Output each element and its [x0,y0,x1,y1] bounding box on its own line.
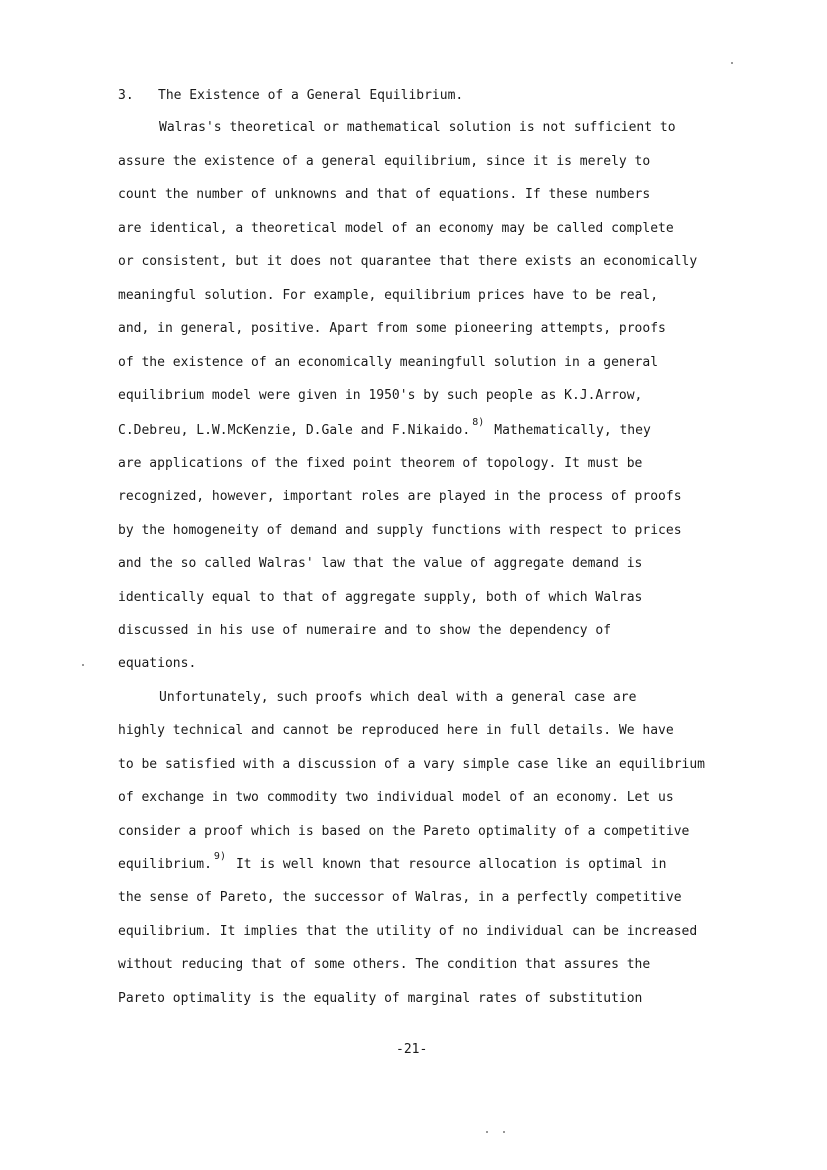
section-number: 3. [118,88,134,103]
footnote-marker: 9) [213,851,226,862]
body-line-with-footnote [118,417,651,438]
body-line-part: It is well known that resource allocation is optimal in [235,857,667,872]
body-line: by the homogeneity of demand and supply functions with respect to prices [118,523,682,538]
body-line: consider a proof which is based on the Pareto optimality of a competitive [118,824,690,839]
body-line: equilibrium model were given in 1950's by such people as K.J.Arrow, [118,388,643,403]
scan-speck [82,664,84,666]
body-line: discussed in his use of numeraire and to show the dependency of [118,623,612,638]
scan-speck [731,62,733,64]
footnote-marker: 8) [472,417,485,428]
body-line: Pareto optimality is the equality of marginal rates of substitution [118,991,643,1006]
scan-speck [486,1131,488,1133]
body-line-part: Mathematically, they [494,423,651,438]
body-line: equilibrium. It implies that the utility of no individual can be increased [118,924,698,939]
body-line: are identical, a theoretical model of an economy may be called complete [118,221,674,236]
body-line: assure the existence of a general equilibrium, since it is merely to [118,154,651,169]
body-line: Unfortunately, such proofs which deal with a general case are [159,690,637,705]
body-line: identically equal to that of aggregate supply, both of which Walras [118,590,643,605]
body-line: highly technical and cannot be reproduced here in full details. We have [118,723,674,738]
body-line: recognized, however, important roles are played in the process of proofs [118,489,682,504]
body-line: and the so called Walras' law that the value of aggregate demand is [118,556,643,571]
body-line: and, in general, positive. Apart from some pioneering attempts, proofs [118,321,666,336]
body-line: count the number of unknowns and that of equations. If these numbers [118,187,651,202]
section-heading [118,89,463,102]
body-line: the sense of Pareto, the successor of Walras, in a perfectly competitive [118,890,682,905]
body-line: to be satisfied with a discussion of a vary simple case like an equilibrium [118,757,705,772]
section-title: The Existence of a General Equilibrium. [158,88,464,103]
body-line-part: C.Debreu, L.W.McKenzie, D.Gale and F.Nikaido. [118,423,471,438]
body-line: equations. [118,656,197,671]
body-line-with-footnote [118,851,667,872]
body-line: without reducing that of some others. The condition that assures the [118,957,651,972]
page-number: -21- [396,1042,428,1057]
body-line-part: equilibrium. [118,857,212,872]
body-line: Walras's theoretical or mathematical solution is not sufficient to [159,120,676,135]
body-line: or consistent, but it does not quarantee that there exists an economically [118,254,698,269]
body-line: of the existence of an economically meaningfull solution in a general [118,355,659,370]
body-line: meaningful solution. For example, equilibrium prices have to be real, [118,288,659,303]
body-line: of exchange in two commodity two individual model of an economy. Let us [118,790,674,805]
body-line: are applications of the fixed point theorem of topology. It must be [118,456,643,471]
scan-speck [503,1131,505,1133]
